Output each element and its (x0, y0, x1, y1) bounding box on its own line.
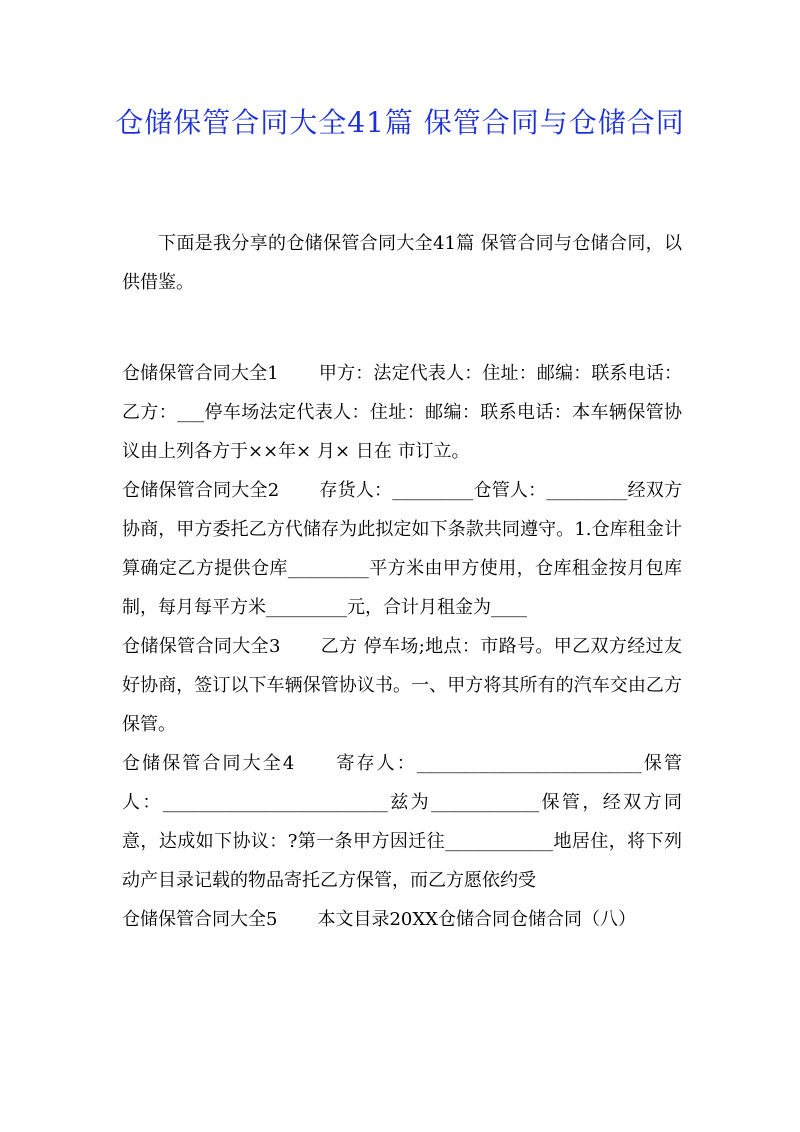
section-paragraph (122, 744, 682, 900)
section-heading: 仓储保管合同大全1 (122, 363, 279, 384)
section-heading: 仓储保管合同大全2 (122, 480, 280, 501)
section-heading: 仓储保管合同大全5 (122, 909, 278, 930)
section-text: 甲方：法定代表人：住址：邮编：联系电话：乙方：___停车场法定代表人：住址：邮编：联系电话：本车辆保管协议由上列各方于××年× 月× 日在 市订立。 (122, 363, 683, 462)
section-paragraph (122, 471, 682, 627)
document-body (122, 224, 682, 939)
section-text: 存货人：_________仓管人：_________经双方协商，甲方委托乙方代储存为此拟定如下条款共同遵守。1.仓库租金计算确定乙方提供仓库_________平方米由甲方使用，仓库租金按月包库制，每月每平方米_________元，合计月租金为____ (122, 480, 683, 618)
section-text: 乙方 停车场;地点：市路号。甲乙双方经过友好协商，签订以下车辆保管协议书。一、甲方将其所有的汽车交由乙方保管。 (122, 636, 682, 735)
section-paragraph (122, 354, 682, 471)
section-text: 本文目录20XX仓储合同仓储合同（八） (317, 909, 636, 930)
document-title: 仓储保管合同大全41篇 保管合同与仓储合同 (115, 106, 685, 139)
section-text: 寄存人：_________________________保管人：_________________________兹为____________保管，经双方同意，达成如下协议：?第一条甲方因迁往____________地居住，将下列动产目录记载的物品寄托乙方保管，而乙方愿依约受 (122, 753, 683, 891)
section-heading: 仓储保管合同大全3 (122, 636, 281, 657)
section-heading: 仓储保管合同大全4 (122, 753, 295, 774)
section-paragraph (122, 900, 682, 939)
intro-paragraph: 下面是我分享的仓储保管合同大全41篇 保管合同与仓储合同，以供借鉴。 (122, 233, 682, 293)
section-paragraph (122, 627, 682, 744)
